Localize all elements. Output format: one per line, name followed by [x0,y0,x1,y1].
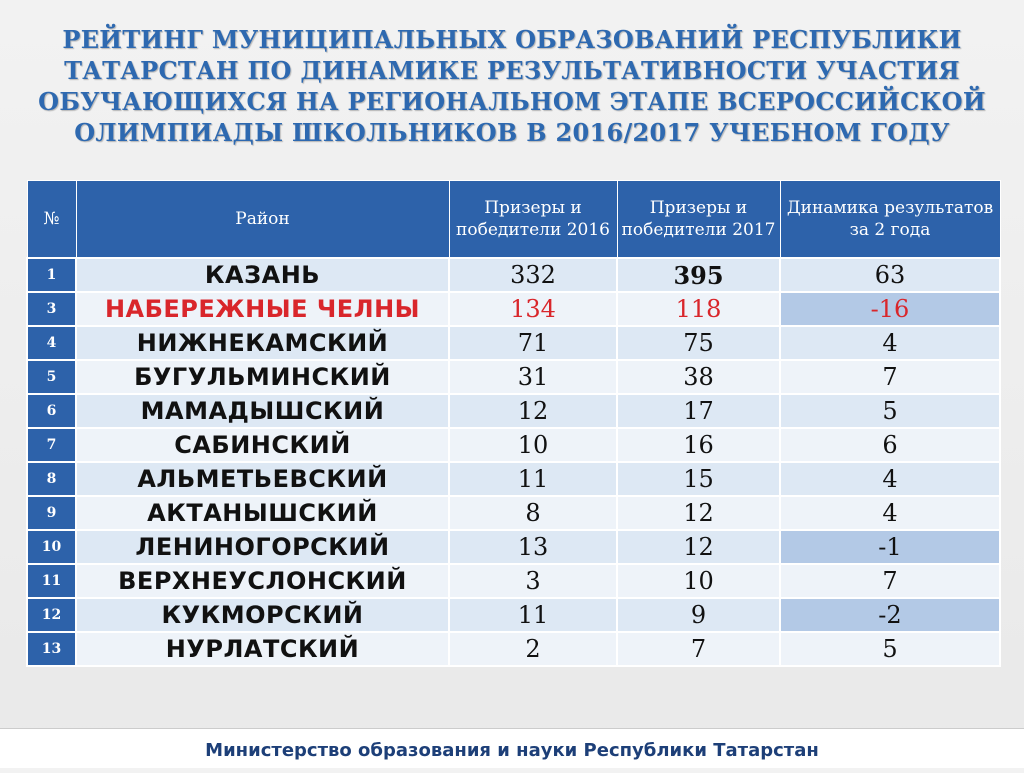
row-num: 3 [27,292,76,326]
row-2017: 16 [617,428,780,462]
row-dynamics: 7 [780,360,1000,394]
row-2016: 71 [449,326,617,360]
table-row [27,564,1000,598]
row-district: БУГУЛЬМИНСКИЙ [76,360,449,394]
row-district: НАБЕРЕЖНЫЕ ЧЕЛНЫ [76,292,449,326]
table-row [27,292,1000,326]
title-line-1: РЕЙТИНГ МУНИЦИПАЛЬНЫХ ОБРАЗОВАНИЙ РЕСПУБЛИКИ [62,25,962,54]
row-district: АЛЬМЕТЬЕВСКИЙ [76,462,449,496]
table-row [27,360,1000,394]
table-row [27,394,1000,428]
title-line-3: ОБУЧАЮЩИХСЯ НА РЕГИОНАЛЬНОМ ЭТАПЕ ВСЕРОССИЙСКОЙ [38,87,986,116]
row-2016: 12 [449,394,617,428]
row-district: ЛЕНИНОГОРСКИЙ [76,530,449,564]
row-2017: 75 [617,326,780,360]
row-num: 13 [27,632,76,666]
row-dynamics: 63 [780,258,1000,292]
row-num: 8 [27,462,76,496]
row-2016: 10 [449,428,617,462]
row-num: 4 [27,326,76,360]
row-num: 5 [27,360,76,394]
row-district: КАЗАНЬ [76,258,449,292]
row-2016: 3 [449,564,617,598]
row-2016: 11 [449,598,617,632]
row-2017: 17 [617,394,780,428]
row-district: НУРЛАТСКИЙ [76,632,449,666]
header-2016: Призеры и победители 2016 [449,181,617,259]
row-dynamics: 6 [780,428,1000,462]
table-row [27,632,1000,666]
row-2017: 12 [617,530,780,564]
row-district: АКТАНЫШСКИЙ [76,496,449,530]
header-district: Район [76,181,449,259]
row-district: САБИНСКИЙ [76,428,449,462]
table-row [27,530,1000,564]
table-row [27,598,1000,632]
rating-table-container [26,180,999,667]
header-dynamics: Динамика результатов за 2 года [780,181,1000,259]
header-num: № [27,181,76,259]
row-dynamics: 5 [780,394,1000,428]
header-2017: Призеры и победители 2017 [617,181,780,259]
row-dynamics: 7 [780,564,1000,598]
row-2017: 118 [617,292,780,326]
row-num: 6 [27,394,76,428]
row-2016: 11 [449,462,617,496]
row-2016: 134 [449,292,617,326]
row-dynamics: 4 [780,462,1000,496]
row-num: 7 [27,428,76,462]
row-2016: 8 [449,496,617,530]
table-row [27,258,1000,292]
row-num: 12 [27,598,76,632]
row-dynamics: 5 [780,632,1000,666]
row-dynamics: -2 [780,598,1000,632]
row-district: КУКМОРСКИЙ [76,598,449,632]
rating-table [26,180,1001,667]
row-num: 11 [27,564,76,598]
title-line-2: ТАТАРСТАН ПО ДИНАМИКЕ РЕЗУЛЬТАТИВНОСТИ УЧАСТИЯ [64,56,960,85]
row-district: МАМАДЫШСКИЙ [76,394,449,428]
table-header-row [27,181,1000,259]
row-dynamics: 4 [780,326,1000,360]
row-2017: 15 [617,462,780,496]
row-2017: 10 [617,564,780,598]
row-2016: 332 [449,258,617,292]
row-2017: 395 [617,258,780,292]
row-2016: 13 [449,530,617,564]
title-line-4: ОЛИМПИАДЫ ШКОЛЬНИКОВ В 2016/2017 УЧЕБНОМ ГОДУ [74,118,950,147]
row-district: ВЕРХНЕУСЛОНСКИЙ [76,564,449,598]
row-num: 1 [27,258,76,292]
row-2017: 9 [617,598,780,632]
row-dynamics: 4 [780,496,1000,530]
page-title [20,24,1004,148]
table-row [27,496,1000,530]
row-2016: 31 [449,360,617,394]
row-num: 9 [27,496,76,530]
table-row [27,428,1000,462]
table-row [27,326,1000,360]
table-row [27,462,1000,496]
row-district: НИЖНЕКАМСКИЙ [76,326,449,360]
row-dynamics: -16 [780,292,1000,326]
footer-ministry: Министерство образования и науки Республики Татарстан [0,728,1024,768]
row-dynamics: -1 [780,530,1000,564]
row-2017: 7 [617,632,780,666]
row-2016: 2 [449,632,617,666]
row-num: 10 [27,530,76,564]
row-2017: 38 [617,360,780,394]
row-2017: 12 [617,496,780,530]
